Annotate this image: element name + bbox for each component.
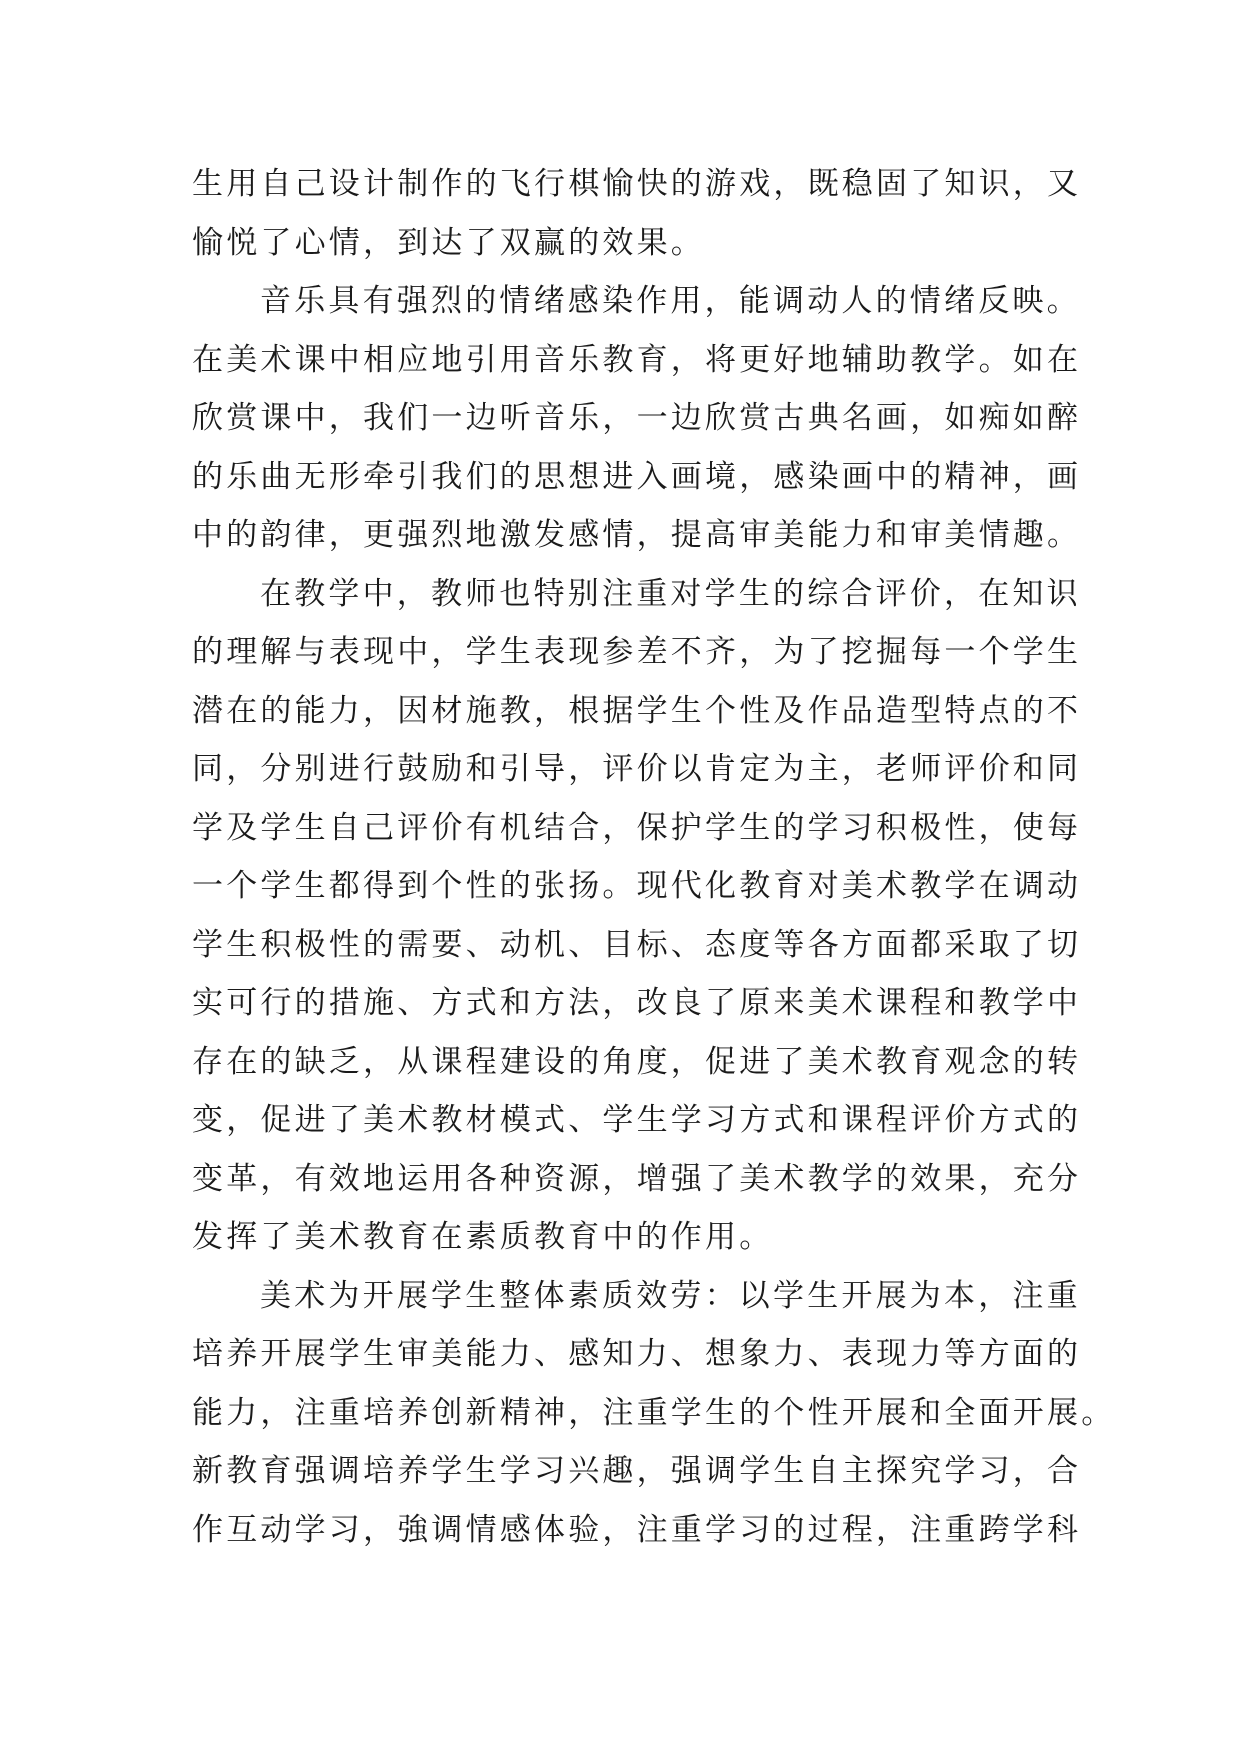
text-line: 的理解与表现中，学生表现参差不齐，为了挖掘每一个学生 [192, 634, 1082, 670]
text-line: 变，促进了美术教材模式、学生学习方式和课程评价方式的 [192, 1102, 1082, 1138]
text-line: 生用自己设计制作的飞行棋愉快的游戏，既稳固了知识，又 [192, 166, 1082, 202]
text-line: 存在的缺乏，从课程建设的角度，促进了美术教育观念的转 [192, 1043, 1082, 1080]
text-line: 发挥了美术教育在素质教育中的作用。 [192, 1219, 774, 1255]
text-line: 培养开展学生审美能力、感知力、想象力、表现力等方面的 [192, 1336, 1082, 1372]
text-line: 新教育强调培养学生学习兴趣，强调学生自主探究学习，合 [192, 1453, 1082, 1489]
text-line: 学生积极性的需要、动机、目标、态度等各方面都采取了切 [192, 926, 1082, 963]
text-line: 欣赏课中，我们一边听音乐，一边欣赏古典名画，如痴如醉 [192, 400, 1082, 436]
text-line: 同，分别进行鼓励和引导，评价以肯定为主，老师评价和同 [192, 751, 1082, 787]
text-line: 美术为开展学生整体素质效劳：以学生开展为本，注重 [260, 1277, 1081, 1314]
text-line: 在美术课中相应地引用音乐教育，将更好地辅助教学。如在 [192, 341, 1082, 378]
text-line: 实可行的措施、方式和方法，改良了原来美术课程和教学中 [192, 985, 1082, 1021]
text-line: 能力，注重培养创新精神，注重学生的个性开展和全面开展。 [192, 1394, 1116, 1431]
body-text [192, 155, 1116, 1559]
text-line: 一个学生都得到个性的张扬。现代化教育对美术教学在调动 [192, 868, 1082, 904]
text-line: 的乐曲无形牵引我们的思想进入画境，感染画中的精神，画 [192, 458, 1082, 495]
text-line: 音乐具有强烈的情绪感染作用，能调动人的情绪反映。 [260, 283, 1081, 319]
text-line: 中的韵律，更强烈地激发感情，提高审美能力和审美情趣。 [192, 517, 1082, 553]
text-line: 潜在的能力，因材施教，根据学生个性及作品造型特点的不 [192, 692, 1082, 729]
text-line: 学及学生自己评价有机结合，保护学生的学习积极性，使每 [192, 809, 1082, 846]
text-line: 在教学中，教师也特别注重对学生的综合评价，在知识 [260, 575, 1081, 612]
text-line: 变革，有效地运用各种资源，增强了美术教学的效果，充分 [192, 1160, 1082, 1197]
text-line: 作互动学习，強调情感体验，注重学习的过程，注重跨学科 [192, 1511, 1082, 1548]
text-line: 愉悦了心情，到达了双赢的效果。 [192, 224, 705, 261]
